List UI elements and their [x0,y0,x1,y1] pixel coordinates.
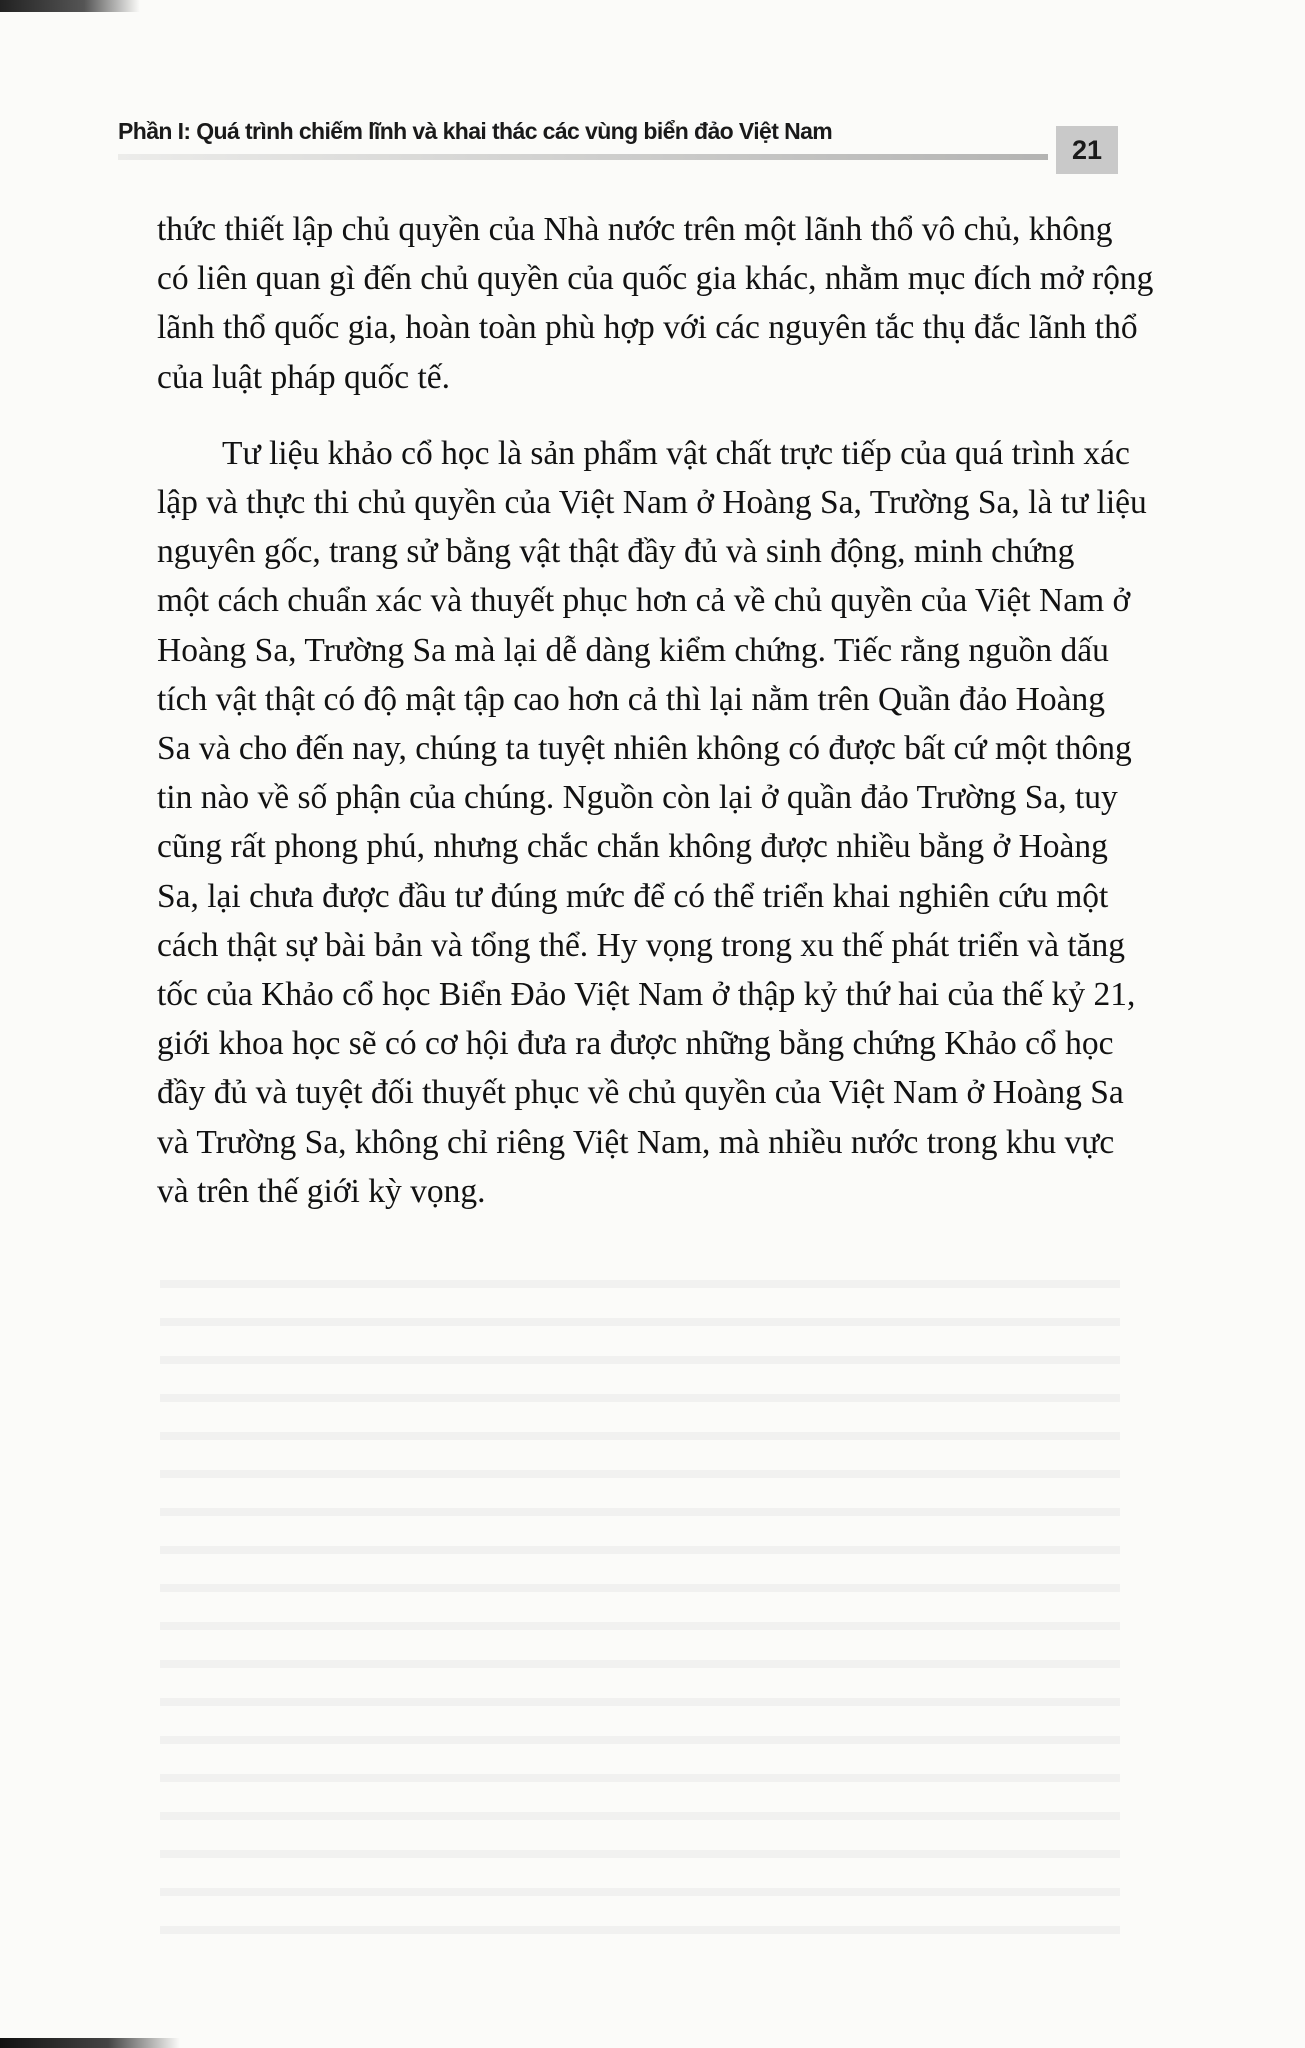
text-line: tốc của Khảo cổ học Biển Đảo Việt Nam ở thập kỷ thứ hai của thế kỷ 21, [157,976,1136,1014]
text-line: đầy đủ và tuyệt đối thuyết phục về chủ quyền của Việt Nam ở Hoàng Sa [157,1074,1124,1112]
text-line: của luật pháp quốc tế. [157,358,451,396]
running-head: Phần I: Quá trình chiếm lĩnh và khai thác các vùng biển đảo Việt Nam [118,118,833,144]
paragraph-2 [157,429,1147,1216]
text-line: Sa và cho đến nay, chúng ta tuyệt nhiên không có được bất cứ một thông [157,730,1132,768]
text-line: thức thiết lập chủ quyền của Nhà nước trên một lãnh thổ vô chủ, không [157,211,1113,248]
page-header [118,118,1118,170]
text-line: lập và thực thi chủ quyền của Việt Nam ở Hoàng Sa, Trường Sa, là tư liệu [157,484,1147,522]
text-line: và Trường Sa, không chỉ riêng Việt Nam, mà nhiều nước trong khu vực [157,1123,1115,1161]
text-line: Sa, lại chưa được đầu tư đúng mức để có thể triển khai nghiên cứu một [157,877,1109,915]
text-line: nguyên gốc, trang sử bằng vật thật đầy đủ và sinh động, minh chứng [157,533,1075,571]
text-line: cách thật sự bài bản và tổng thể. Hy vọng trong xu thế phát triển và tăng [157,926,1125,964]
header-rule [118,154,1048,160]
paragraph-1 [157,205,1154,402]
text-line: Tư liệu khảo cổ học là sản phẩm vật chất trực tiếp của quá trình xác [222,434,1130,472]
text-line: có liên quan gì đến chủ quyền của quốc gia khác, nhằm mục đích mở rộng [157,260,1154,298]
text-line: lãnh thổ quốc gia, hoàn toàn phù hợp với các nguyên tắc thụ đắc lãnh thổ [157,309,1138,347]
body-text [157,205,1154,1216]
text-line: cũng rất phong phú, nhưng chắc chắn không được nhiều bằng ở Hoàng [157,828,1108,866]
text-line: tích vật thật có độ mật tập cao hơn cả thì lại nằm trên Quần đảo Hoàng [157,680,1105,718]
show-through-shading [160,1250,1120,1950]
text-line: một cách chuẩn xác và thuyết phục hơn cả về chủ quyền của Việt Nam ở [157,582,1131,620]
scan-edge-bottom [0,2038,180,2048]
text-line: và trên thế giới kỳ vọng. [157,1172,486,1210]
text-line: giới khoa học sẽ có cơ hội đưa ra được những bằng chứng Khảo cổ học [157,1025,1114,1063]
page-number-box [1056,126,1118,174]
text-line: Hoàng Sa, Trường Sa mà lại dễ dàng kiểm chứng. Tiếc rằng nguồn dấu [157,631,1109,669]
text-line: tin nào về số phận của chúng. Nguồn còn lại ở quần đảo Trường Sa, tuy [157,779,1118,817]
scan-edge-top [0,0,140,12]
page-number: 21 [1071,134,1103,165]
